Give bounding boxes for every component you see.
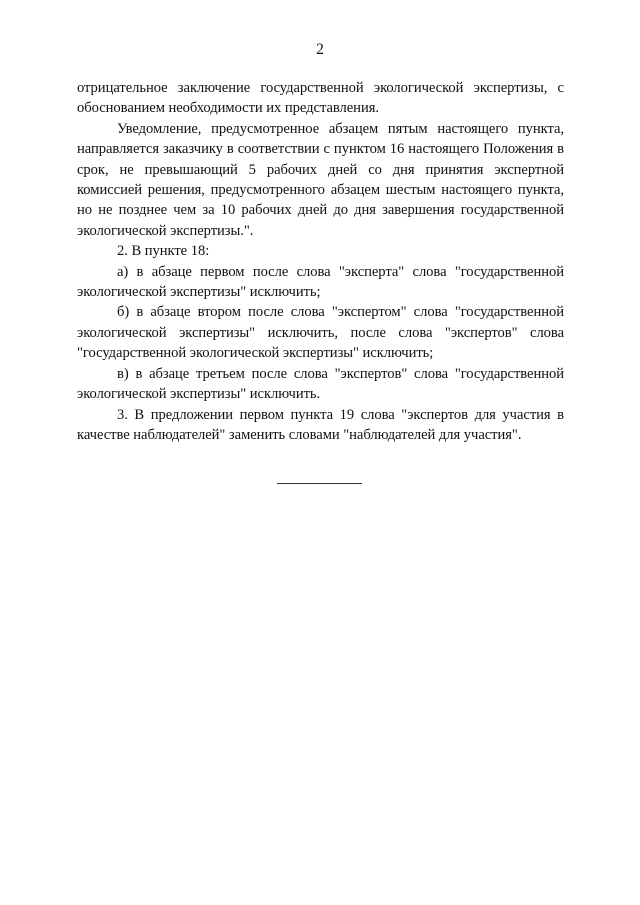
paragraph-continuation: отрицательное заключение государственной экологической экспертизы, с обоснованием необходимости их представления.	[77, 80, 564, 117]
paragraph-item-2-a: а) в абзаце первом после слова "эксперта" слова "государственной экологической экспертизы" исключить;	[77, 263, 564, 301]
paragraph-item-3: 3. В предложении первом пункта 19 слова "экспертов для участия в качестве наблюдателей" заменить словами "наблюдателей для участия".	[77, 406, 564, 443]
paragraph-item-2-b: б) в абзаце втором после слова "экспертом" слова "государственной экологической экспертизы" исключить, после слова "экспертов" слова "государственной экологической экспертизы" исключить;	[77, 304, 564, 362]
end-divider-line	[277, 483, 362, 484]
paragraph-notification: Уведомление, предусмотренное абзацем пятым настоящего пункта, направляется заказчику в соответствии с пунктом 16 настоящего Положения в срок, не превышающий 5 рабочих дней со дня принятия экспертной комиссией решения, предусмотренного абзацем шестым настоящего пункта, но не позднее чем за 10 рабочих дней до дня завершения государственной экологической экспертизы.".	[77, 120, 564, 239]
paragraph-item-2-c: в) в абзаце третьем после слова "экспертов" слова "государственной экологической экспертизы" исключить.	[77, 365, 564, 403]
document-body	[77, 78, 564, 445]
paragraph-item-2-heading: 2. В пункте 18:	[117, 243, 210, 260]
page-number: 2	[316, 41, 324, 58]
